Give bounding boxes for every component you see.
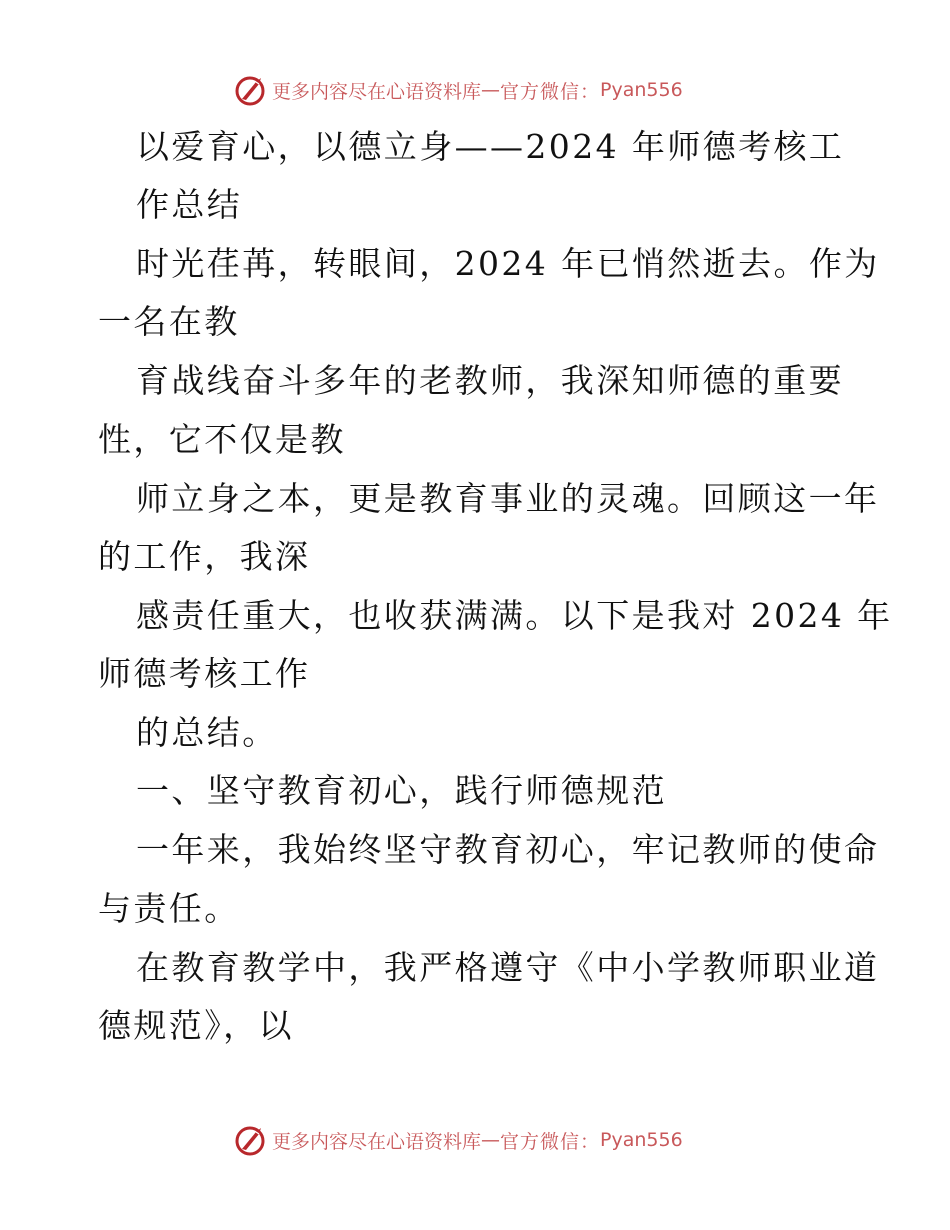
footer-site-text: 更多内容尽在心语资料库 [272, 1130, 482, 1153]
doc-title-line-2: 作总结 [136, 185, 243, 224]
footer-wechat-label: 官方微信： [500, 1130, 601, 1153]
pen-circle-logo-icon [234, 1123, 268, 1157]
doc-line: 与责任。 [98, 889, 240, 928]
doc-line: 时光荏苒，转眼间，2024 年已悄然逝去。作为 [136, 244, 880, 283]
doc-line: 的工作，我深 [98, 537, 311, 576]
doc-line: 育战线奋斗多年的老教师，我深知师德的重要 [136, 361, 844, 400]
doc-title-line-1: 以爱育心，以德立身——2024 年师德考核工 [136, 127, 845, 166]
footer-dash: — [481, 1129, 501, 1151]
doc-line: 师德考核工作 [98, 654, 311, 693]
doc-line: 在教育教学中，我严格遵守《中小学教师职业道 [136, 948, 880, 987]
doc-line: 的总结。 [136, 713, 278, 752]
doc-line: 一名在教 [98, 302, 240, 341]
header-wechat-label: 官方微信： [500, 80, 601, 103]
footer-banner [234, 1122, 683, 1158]
header-banner [234, 72, 683, 108]
doc-line: 一年来，我始终坚守教育初心，牢记教师的使命 [136, 830, 880, 869]
section-heading-1: 一、坚守教育初心，践行师德规范 [136, 771, 667, 810]
doc-line: 师立身之本，更是教育事业的灵魂。回顾这一年 [136, 479, 880, 518]
doc-line: 德规范》，以 [98, 1006, 294, 1045]
footer-wechat-id: Pyan556 [600, 1129, 683, 1151]
header-wechat-id: Pyan556 [600, 79, 683, 101]
header-site-text: 更多内容尽在心语资料库 [272, 80, 482, 103]
doc-line: 感责任重大，也收获满满。以下是我对 2024 年 [136, 596, 893, 635]
pen-circle-logo-icon [234, 73, 268, 107]
doc-line: 性，它不仅是教 [98, 420, 346, 459]
header-dash: — [481, 79, 501, 101]
